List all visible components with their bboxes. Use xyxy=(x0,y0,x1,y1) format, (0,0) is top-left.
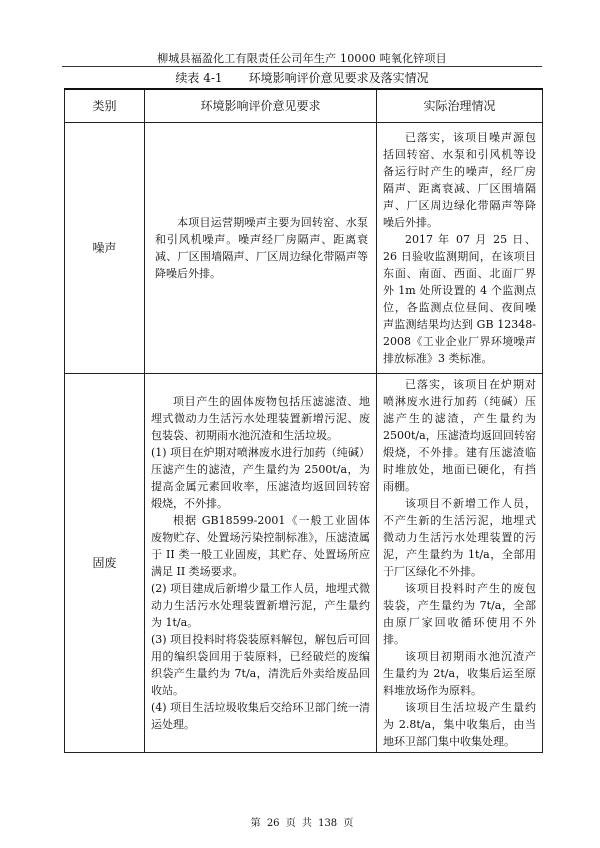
requirement-paragraph: 项目产生的固体废物包括压滤滤渣、地埋式微动力生活污水处理装置新增污泥、废包装袋、初期雨水池沉渣和生活垃圾。 xyxy=(151,395,370,442)
column-header-requirement: 环境影响评价意见要求 xyxy=(145,89,377,123)
page-number: 第 26 页 共 138 页 xyxy=(250,818,354,829)
category-cell-noise: 噪声 xyxy=(65,123,145,374)
column-header-implementation: 实际治理情况 xyxy=(377,89,543,123)
column-header-category: 类别 xyxy=(65,89,145,123)
requirement-cell-solid-waste xyxy=(145,374,377,753)
requirement-item: (2) 项目建成后新增少量工作人员，地埋式微动力生活污水处理装置新增污泥，产生量约为 1t/a。 xyxy=(151,582,370,629)
implementation-paragraph: 已落实，该项目噪声源包括回转窑、水泵和引风机等设备运行时产生的噪声，经厂房隔声、距离衰减、厂区围墙隔声、厂区周边绿化带隔声等降噪后外排。 xyxy=(383,131,536,229)
implementation-paragraph: 该项目不新增工作人员，不产生新的生活污泥，地埋式微动力生活污水处理装置的污泥，产生量约为 1t/a，全部用于厂区绿化不外排。 xyxy=(383,497,536,578)
implementation-paragraph: 该项目生活垃圾产生量约为 2.8t/a，集中收集后，由当地环卫部门集中收集处理。 xyxy=(383,701,536,748)
table-header-row xyxy=(65,89,543,123)
header-divider xyxy=(62,66,542,67)
requirements-table xyxy=(64,88,543,753)
implementation-paragraph: 已落实，该项目在炉期对喷淋废水进行加药（纯碱）压滤产生的滤渣，产生量约为 2500t/a，压滤渣均返回回转窑煅烧，不外排。建有压滤渣临时堆放处，地面已硬化，有挡雨棚。 xyxy=(383,378,536,493)
implementation-paragraph: 该项目初期雨水池沉渣产生量约为 2t/a，收集后运至原料堆放场作为原料。 xyxy=(383,650,536,697)
requirement-paragraph: 本项目运营期噪声主要为回转窑、水泵和引风机噪声。噪声经厂房隔声、距离衰减、厂区围墙隔声、厂区周边绿化带隔声等降噪后外排。 xyxy=(155,216,368,280)
table-number: 续表 4-1 xyxy=(175,71,223,85)
implementation-paragraph: 2017 年 07 月 25 日、26 日验收监测期间，在该项目东面、南面、西面、北面厂界外 1m 处所设置的 4 个监测点位，各监测点位昼间、夜间噪声监测结果均达到 GB 12348-2008《工业企业厂界环境噪声排放标准》3 类标准。 xyxy=(383,233,536,365)
implementation-paragraph: 该项目投料时产生的废包装袋，产生量约为 7t/a，全部由原厂家回收循环使用不外排。 xyxy=(383,582,536,646)
requirement-item: (1) 项目在炉期对喷淋废水进行加药（纯碱）压滤产生的滤渣，产生量约为 2500t/a，为提高金属元素回收率，压滤渣均返回回转窑煅烧，不外排。 xyxy=(151,446,370,510)
table-row-noise xyxy=(65,123,543,374)
implementation-cell-noise xyxy=(377,123,543,374)
requirement-cell-noise xyxy=(145,123,377,374)
table-caption: 环境影响评价意见要求及落实情况 xyxy=(248,71,429,85)
requirement-paragraph: 根据 GB18599-2001《一般工业固体废物贮存、处置场污染控制标准》，压滤渣属于 II 类一般工业固废，其贮存、处置场所应满足 II 类场要求。 xyxy=(151,514,370,578)
table-title xyxy=(62,69,542,86)
document-header: 柳城县福盈化工有限责任公司年生产 10000 吨氧化锌项目 xyxy=(157,52,447,65)
requirement-item: (4) 项目生活垃圾收集后交给环卫部门统一清运处理。 xyxy=(151,701,370,731)
requirement-item: (3) 项目投料时将袋装原料解包，解包后可回用的编织袋回用于装原料，已经破烂的废编织袋产生量约为 7t/a，清洗后外卖给废品回收站。 xyxy=(151,633,370,697)
implementation-cell-solid-waste xyxy=(377,374,543,753)
category-cell-solid-waste: 固废 xyxy=(65,374,145,753)
table-row-solid-waste xyxy=(65,374,543,753)
